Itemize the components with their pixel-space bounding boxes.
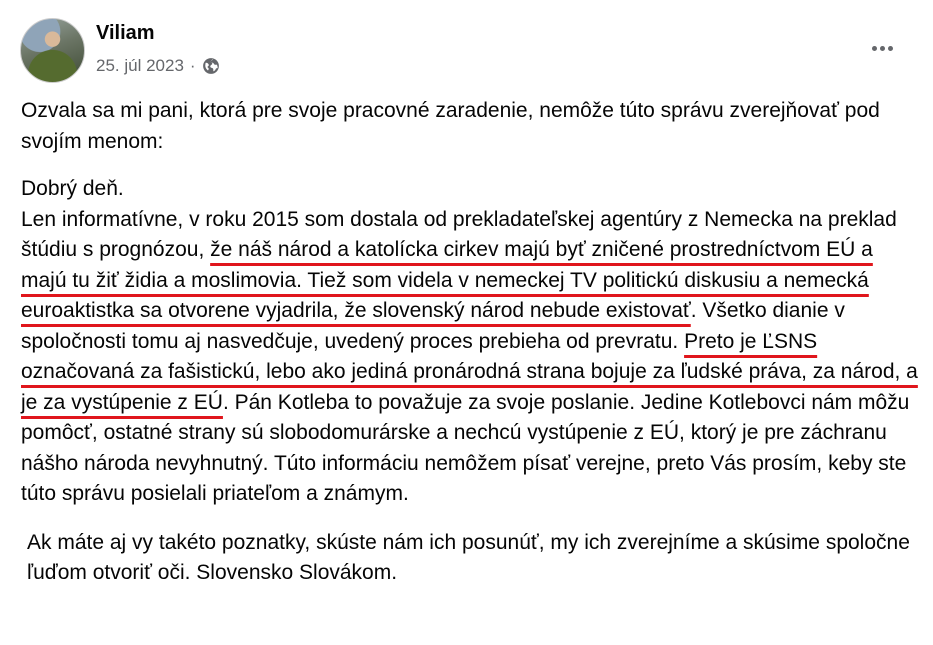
underlined-text: Preto je ĽSNS označovaná za fašistickú, lebo ako jediná pronárodná strana bojuje za ľudské práva, za národ, a je za vystúpenie z EÚ — [21, 329, 918, 414]
message-text: Len informatívne, v roku 2015 som dostala od prekladateľskej agentúry z Nemecka na preklad štúdiu s prognózou, — [21, 207, 897, 261]
more-icon — [872, 46, 893, 51]
post-paragraph-message — [21, 174, 921, 510]
post-paragraph-closing: Ak máte aj vy takéto poznatky, skúste nám ich posunúť, my ich zverejníme a skúsime spoločne ľuďom otvoriť oči. Slovensko Slovákom. — [27, 530, 910, 584]
more-options-button[interactable] — [866, 34, 898, 62]
post-date[interactable]: 25. júl 2023 — [96, 56, 184, 75]
post-meta — [96, 56, 220, 76]
author-name[interactable]: Viliam — [96, 22, 155, 44]
message-text: . Pán Kotleba to považuje za svoje poslanie. Jedine Kotlebovci nám môžu pomôcť, ostatné strany sú slobodomurárske a nechcú vystúpenie z EÚ, ktorý je pre záchranu nášho národa nevyhnutný. Túto informáciu nemôžem písať verejne, preto Vás prosím, keby ste túto správu posielali priateľom a známym. — [21, 390, 910, 505]
message-text: . Všetko dianie v spoločnosti tomu aj nasvedčuje, uvedený proces prebieha od prevratu. — [21, 299, 845, 353]
underlined-text: že náš národ a katolícka cirkev majú byť zničené prostredníctvom EÚ a majú tu žiť židia a moslimovia. Tiež som videla v nemeckej TV politickú diskusiu a nemecká euroaktistka sa otvorene vyjadrila, že slovenský národ nebude existovať — [21, 238, 873, 322]
post-body — [21, 96, 921, 589]
meta-separator: · — [189, 56, 196, 75]
globe-icon[interactable] — [202, 57, 220, 75]
avatar[interactable] — [20, 18, 85, 83]
post-paragraph-intro: Ozvala sa mi pani, ktorá pre svoje pracovné zaradenie, nemôže túto správu zverejňovať pod svojím menom: — [21, 99, 880, 153]
greeting: Dobrý deň. — [21, 177, 124, 200]
